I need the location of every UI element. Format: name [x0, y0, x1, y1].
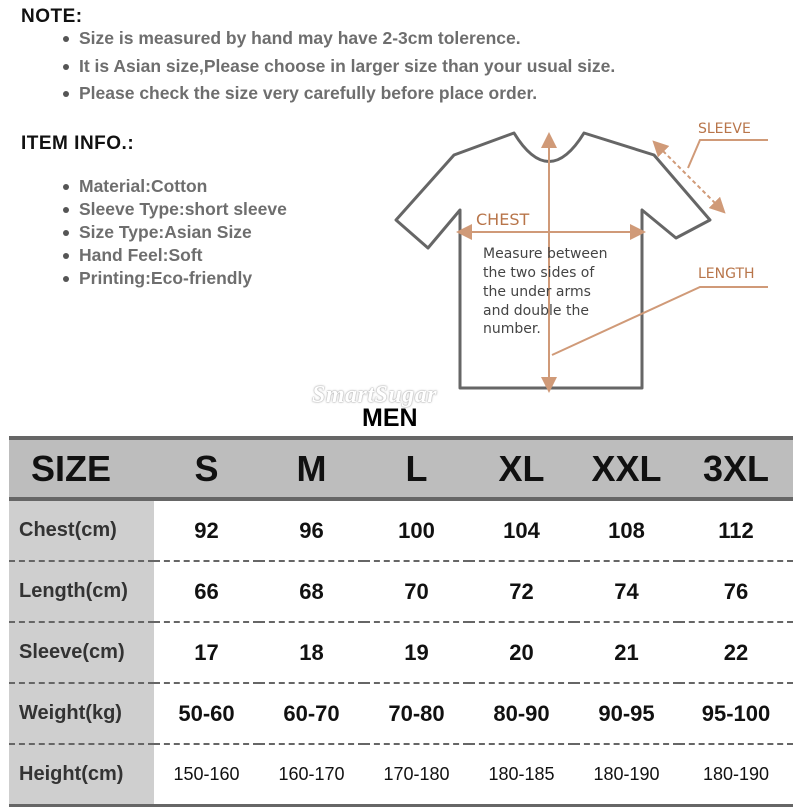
note-heading: NOTE:: [21, 6, 83, 27]
table-cell: 68: [259, 561, 364, 622]
table-cell: 19: [364, 622, 469, 683]
table-cell: 17: [154, 622, 259, 683]
table-cell: 95-100: [679, 683, 793, 744]
sleeve-leader: [688, 140, 768, 168]
info-item: Hand Feel:Soft: [57, 244, 287, 267]
header-cell: L: [364, 438, 469, 499]
table-cell: 80-90: [469, 683, 574, 744]
header-cell: 3XL: [679, 438, 793, 499]
table-cell: 72: [469, 561, 574, 622]
header-cell: XXL: [574, 438, 679, 499]
header-cell: S: [154, 438, 259, 499]
table-cell: 66: [154, 561, 259, 622]
table-cell: 112: [679, 499, 793, 561]
table-cell: 96: [259, 499, 364, 561]
table-cell: 50-60: [154, 683, 259, 744]
table-cell: 180-190: [679, 744, 793, 806]
length-label: LENGTH: [698, 266, 755, 282]
row-label: Length(cm): [9, 561, 154, 622]
table-header-row: [9, 438, 793, 499]
row-label: Weight(kg): [9, 683, 154, 744]
header-cell: M: [259, 438, 364, 499]
table-title: MEN: [362, 404, 418, 432]
tshirt-diagram: [0, 0, 800, 400]
table-cell: 22: [679, 622, 793, 683]
sleeve-label: SLEEVE: [698, 121, 751, 137]
measure-text-line: the under arms: [483, 284, 591, 300]
info-item: Printing:Eco-friendly: [57, 267, 287, 290]
table-cell: 76: [679, 561, 793, 622]
table-cell: 70: [364, 561, 469, 622]
table-cell: 70-80: [364, 683, 469, 744]
table-cell: 170-180: [364, 744, 469, 806]
table-row: [9, 683, 793, 744]
measure-text-line: number.: [483, 321, 541, 337]
table-cell: 90-95: [574, 683, 679, 744]
item-info-heading: ITEM INFO.:: [21, 133, 135, 154]
header-cell: XL: [469, 438, 574, 499]
note-item: Size is measured by hand may have 2-3cm tolerence.: [57, 25, 615, 53]
note-item: It is Asian size,Please choose in larger size than your usual size.: [57, 53, 615, 81]
row-label: Chest(cm): [9, 499, 154, 561]
note-item: Please check the size very carefully before place order.: [57, 80, 615, 108]
table-cell: 180-190: [574, 744, 679, 806]
measure-text-line: the two sides of: [483, 265, 595, 281]
info-item: Size Type:Asian Size: [57, 221, 287, 244]
table-cell: 160-170: [259, 744, 364, 806]
table-cell: 180-185: [469, 744, 574, 806]
table-cell: 20: [469, 622, 574, 683]
measure-text-line: Measure between: [483, 246, 608, 262]
table-cell: 60-70: [259, 683, 364, 744]
size-chart-table: [9, 436, 793, 807]
table-row: [9, 499, 793, 561]
table-row: [9, 622, 793, 683]
table-cell: 18: [259, 622, 364, 683]
table-cell: 104: [469, 499, 574, 561]
table-cell: 92: [154, 499, 259, 561]
table-row: [9, 561, 793, 622]
table-cell: 150-160: [154, 744, 259, 806]
row-label: Height(cm): [9, 744, 154, 806]
measure-text-line: and double the: [483, 303, 589, 319]
table-row: [9, 744, 793, 806]
info-item: Sleeve Type:short sleeve: [57, 198, 287, 221]
table-cell: 74: [574, 561, 679, 622]
info-item: Material:Cotton: [57, 175, 287, 198]
table-cell: 100: [364, 499, 469, 561]
row-label: Sleeve(cm): [9, 622, 154, 683]
header-cell: SIZE: [9, 438, 154, 499]
table-cell: 108: [574, 499, 679, 561]
watermark-logo: SmartSugar: [312, 382, 438, 408]
table-cell: 21: [574, 622, 679, 683]
chest-label: CHEST: [476, 210, 530, 229]
